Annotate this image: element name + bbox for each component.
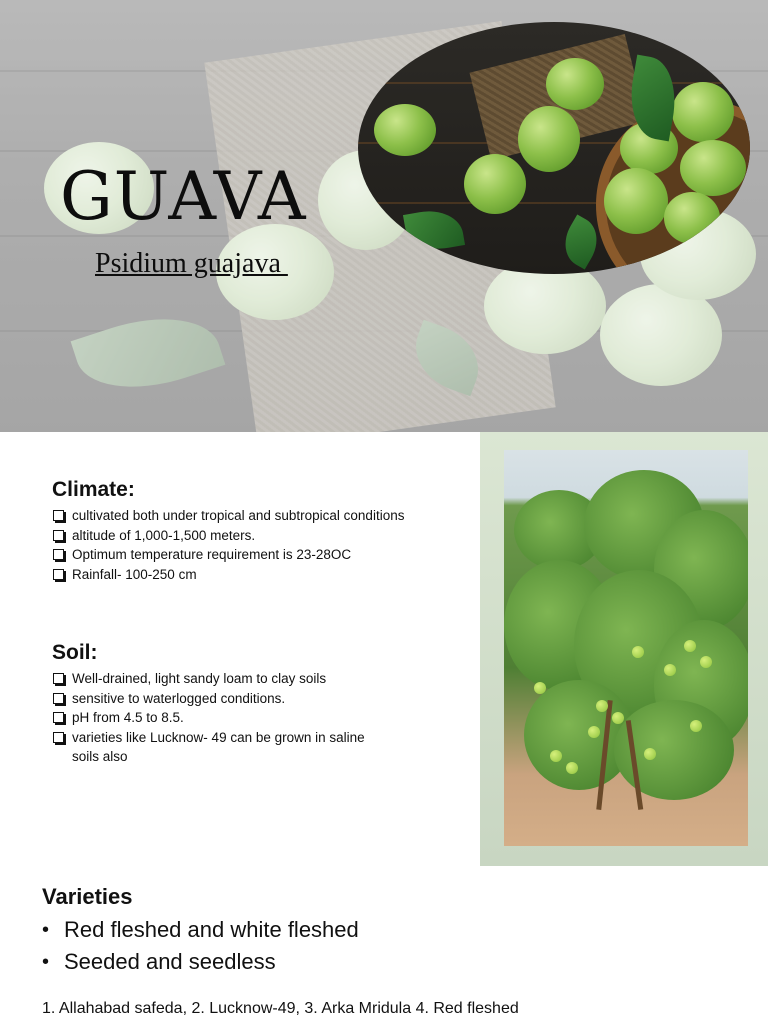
list-item: altitude of 1,000-1,500 meters. [52, 526, 412, 546]
varieties-list [42, 914, 359, 978]
guava-basket-photo [358, 22, 750, 274]
checkbox-bullet-icon [53, 712, 64, 723]
hero-banner [0, 0, 768, 432]
list-item: • Seeded and seedless [42, 946, 359, 978]
varieties-heading: Varieties [42, 884, 133, 909]
checkbox-bullet-icon [53, 510, 64, 521]
climate-list [52, 506, 412, 584]
varieties-examples: 1. Allahabad safeda, 2. Lucknow-49, 3. Arka Mridula 4. Red fleshed [42, 1000, 519, 1017]
climate-section [52, 478, 412, 584]
scientific-name: Psidium guajava [95, 248, 288, 279]
guava-tree-photo [480, 432, 768, 866]
checkbox-bullet-icon [53, 549, 64, 560]
checkbox-bullet-icon [53, 732, 64, 743]
list-item: Well-drained, light sandy loam to clay soils [52, 669, 382, 689]
list-item: pH from 4.5 to 8.5. [52, 708, 382, 728]
list-item: cultivated both under tropical and subtropical conditions [52, 506, 412, 526]
checkbox-bullet-icon [53, 673, 64, 684]
checkbox-bullet-icon [53, 530, 64, 541]
soil-list [52, 669, 382, 767]
page-title: GUAVA [60, 158, 307, 235]
checkbox-bullet-icon [53, 693, 64, 704]
soil-section [52, 641, 382, 767]
list-item: Optimum temperature requirement is 23-28OC [52, 545, 412, 565]
climate-heading: Climate: [52, 478, 135, 501]
checkbox-bullet-icon [53, 569, 64, 580]
soil-heading: Soil: [52, 641, 98, 664]
list-item: • Red fleshed and white fleshed [42, 914, 359, 946]
list-item: varieties like Lucknow- 49 can be grown in saline soils also [52, 728, 382, 767]
list-item: sensitive to waterlogged conditions. [52, 689, 382, 709]
list-item: Rainfall- 100-250 cm [52, 565, 412, 585]
